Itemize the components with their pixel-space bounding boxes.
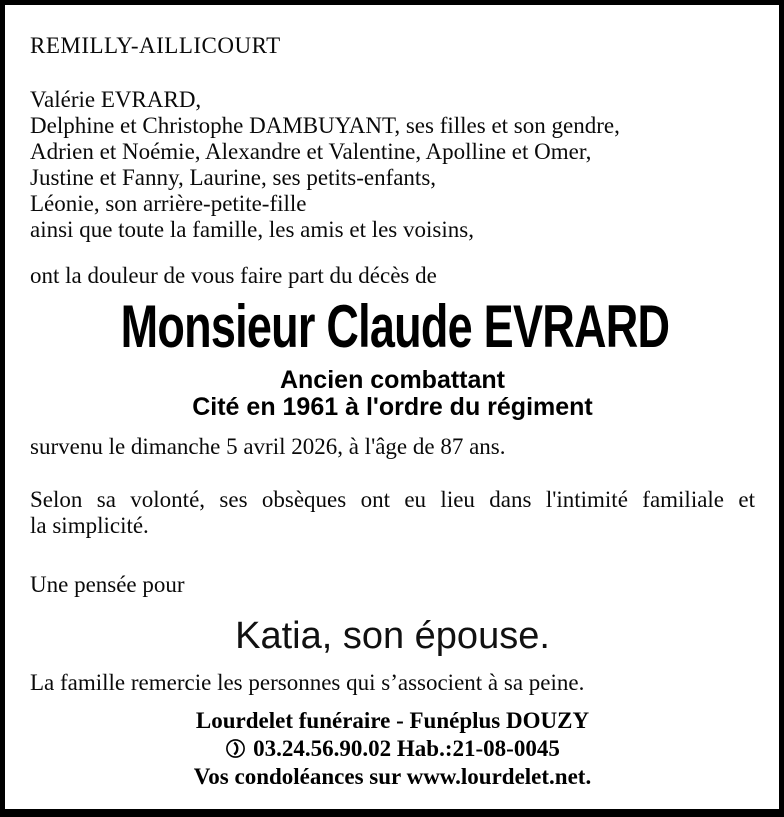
distinction-block bbox=[30, 367, 755, 421]
family-member-line: ainsi que toute la famille, les amis et les voisins, bbox=[30, 217, 474, 242]
wishes-line: la simplicité. bbox=[30, 513, 149, 538]
habilitation-number: Hab.:21-08-0045 bbox=[396, 736, 560, 761]
distinction-line: Cité en 1961 à l'ordre du régiment bbox=[192, 393, 593, 421]
funeral-home-line: Lourdelet funéraire - Funéplus DOUZY bbox=[195, 708, 590, 733]
distinction-line: Ancien combattant bbox=[279, 366, 506, 394]
city-line: REMILLY-AILLICOURT bbox=[30, 33, 281, 58]
wishes-line: Selon sa volonté, ses obsèques ont eu lieu dans l'intimité familiale et bbox=[30, 487, 755, 512]
wishes-block bbox=[30, 487, 755, 539]
family-member-line: Valérie EVRARD, bbox=[30, 87, 202, 112]
family-member-line: Adrien et Noémie, Alexandre et Valentine, Apolline et Omer, bbox=[30, 139, 592, 164]
thought-intro-line: Une pensée pour bbox=[30, 572, 185, 597]
family-member-line: Léonie, son arrière-petite-fille bbox=[30, 191, 307, 216]
condolences-website-line: Vos condoléances sur www.lourdelet.net. bbox=[193, 764, 592, 789]
spouse-tribute-line: Katia, son épouse. bbox=[235, 615, 550, 657]
funeral-home-footer bbox=[30, 707, 755, 791]
phone-icon bbox=[225, 738, 246, 759]
family-thanks-line: La famille remercie les personnes qui s’associent à sa peine. bbox=[30, 670, 585, 695]
phone-number: 03.24.56.90.02 bbox=[253, 736, 392, 761]
family-member-line: Delphine et Christophe DAMBUYANT, ses filles et son gendre, bbox=[30, 113, 620, 138]
death-date-line: survenu le dimanche 5 avril 2026, à l'âge de 87 ans. bbox=[30, 434, 506, 459]
family-member-line: Justine et Fanny, Laurine, ses petits-enfants, bbox=[30, 165, 437, 190]
intro-line: ont la douleur de vous faire part du décès de bbox=[30, 263, 437, 288]
family-block bbox=[30, 87, 755, 243]
phone-line bbox=[30, 735, 755, 763]
deceased-name: Monsieur Claude EVRARD bbox=[120, 293, 670, 360]
